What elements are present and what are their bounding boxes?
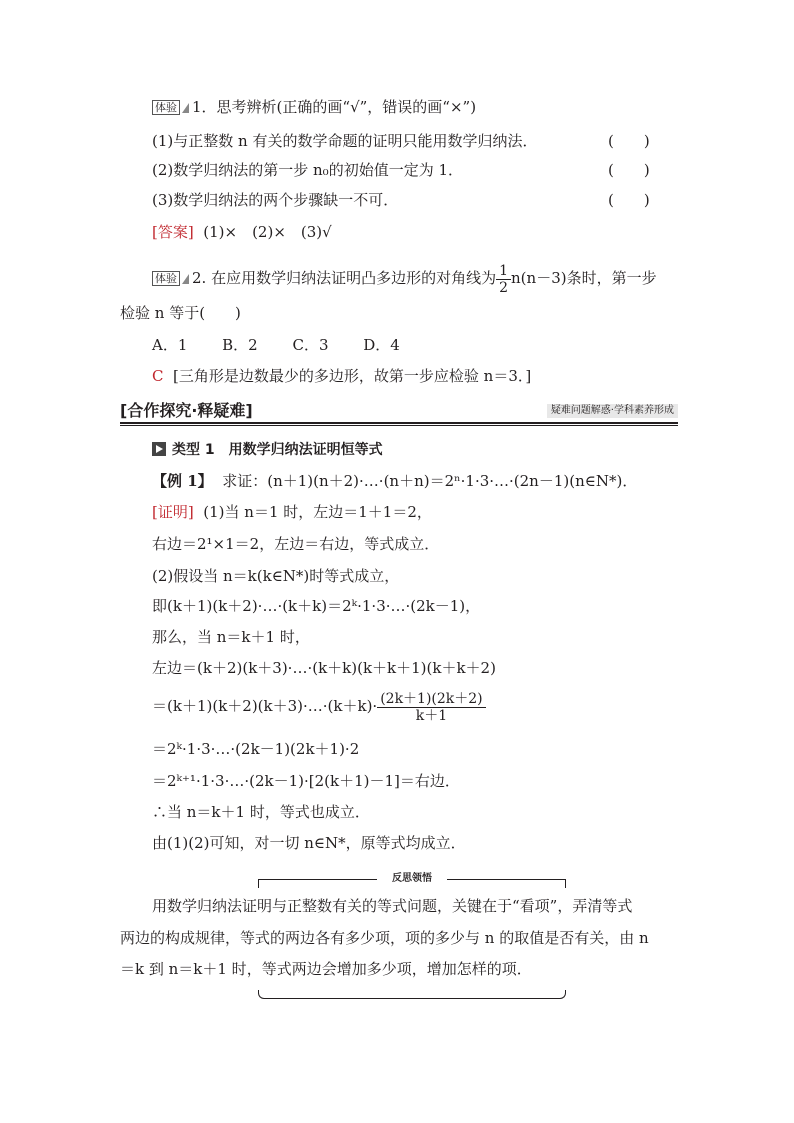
exercise2-answer-line	[152, 366, 531, 386]
section-divider-thin	[120, 425, 678, 426]
exercise-tag: 体验	[152, 100, 180, 115]
fraction-numerator: (2k＋1)(2k＋2)	[377, 691, 485, 708]
tag-wedge-icon	[182, 103, 189, 113]
exercise-tag: 体验	[152, 271, 180, 286]
proof-line-2: 右边＝2¹×1＝2，左边＝右边，等式成立．	[152, 535, 440, 553]
section-divider	[120, 422, 678, 424]
section-subtitle: 疑难问题解惑·学科素养形成	[547, 404, 678, 418]
section-header	[120, 400, 678, 422]
exercise1-item-2: (2)数学归纳法的第一步 n₀的初始值一定为 1．	[152, 161, 464, 179]
reflection-rule-right	[447, 879, 558, 880]
answer-label: [答案]	[152, 223, 194, 241]
section-title: [合作探究·释疑难]	[120, 401, 253, 420]
exercise2-question-pre: 2. 在应用数学归纳法证明凸多边形的对角线为	[192, 269, 497, 287]
fraction-numerator: 1	[496, 263, 511, 280]
exercise2-question-post: n(n－3)条时，第一步	[511, 269, 657, 287]
exercise2-answer: [三角形是边数最少的多边形，故第一步应检验 n＝3．]	[173, 367, 532, 385]
reflection-rule-bottom	[264, 998, 560, 999]
exercise2-question-line	[152, 258, 657, 298]
answer-blank-3: ( )	[608, 191, 650, 209]
reflection-corner	[258, 879, 267, 888]
play-triangle-icon	[152, 442, 166, 456]
example-label: 【例 1】	[152, 472, 213, 490]
reflection-corner	[559, 990, 566, 999]
reflection-label: 反思领悟	[392, 873, 432, 884]
reflection-line-2: 两边的构成规律，等式的两边各有多少项，项的多少与 n 的取值是否有关，由 n	[120, 929, 649, 947]
type-label: 类型 1 用数学归纳法证明恒等式	[172, 442, 383, 458]
example1-statement-line	[152, 471, 637, 491]
proof-line-9: ∴当 n＝k＋1 时，等式也成立．	[152, 803, 370, 821]
answer-letter: C	[152, 367, 164, 385]
reflection-rule-left	[266, 879, 377, 880]
answer-blank-2: ( )	[608, 161, 650, 179]
exercise1-answer-line	[152, 222, 332, 242]
proof-line-3: (2)假设当 n＝k(k∈N*)时等式成立，	[152, 567, 400, 585]
proof-line-6: 左边＝(k＋2)(k＋3)·…·(k＋k)(k＋k＋1)(k＋k＋2)	[152, 659, 496, 677]
example-statement: 求证：(n＋1)(n＋2)·…·(n＋n)＝2ⁿ·1·3·…·(2n－1)(n∈N*)．	[222, 472, 638, 490]
reflection-box-top	[258, 872, 566, 886]
exercise1-title: 1．思考辨析(正确的画“√”，错误的画“×”)	[192, 98, 477, 116]
fraction-denominator: k＋1	[415, 707, 448, 724]
exercise2-question-line2: 检验 n 等于( )	[120, 304, 241, 322]
tag-wedge-icon	[182, 274, 189, 284]
fraction-denominator: 2	[499, 279, 509, 296]
proof-label: [证明]	[152, 503, 194, 521]
reflection-box-bottom	[258, 990, 566, 1000]
proof-text: (1)当 n＝1 时，左边＝1＋1＝2，	[203, 503, 432, 521]
proof-line-8: ＝2ᵏ⁺¹·1·3·…·(2k－1)·[2(k＋1)－1]＝右边．	[152, 772, 460, 790]
proof-fraction-prefix: ＝(k＋1)(k＋2)(k＋3)·…·(k＋k)·	[152, 697, 378, 715]
answer-blank-1: ( )	[608, 132, 650, 150]
reflection-line-3: ＝k 到 n＝k＋1 时，等式两边会增加多少项，增加怎样的项．	[120, 960, 532, 978]
type-heading	[152, 440, 383, 460]
fraction	[377, 691, 485, 724]
fraction	[496, 263, 511, 296]
proof-line-10: 由(1)(2)可知，对一切 n∈N*，原等式均成立．	[152, 834, 466, 852]
reflection-line-1: 用数学归纳法证明与正整数有关的等式问题，关键在于“看项”，弄清等式	[152, 897, 633, 915]
exercise1-item-1: (1)与正整数 n 有关的数学命题的证明只能用数学归纳法．	[152, 132, 538, 150]
exercise1-item-3: (3)数学归纳法的两个步骤缺一不可．	[152, 191, 399, 209]
exercise1-answer: (1)× (2)× (3)√	[203, 223, 332, 241]
proof-line-5: 那么，当 n＝k＋1 时，	[152, 628, 310, 646]
exercise1-title-line	[152, 97, 476, 117]
reflection-corner	[557, 879, 566, 888]
proof-line-4: 即(k＋1)(k＋2)·…·(k＋k)＝2ᵏ·1·3·…·(2k－1)，	[152, 597, 481, 615]
proof-line-1	[152, 502, 432, 522]
exercise2-options: A．1 B．2 C．3 D．4	[152, 336, 400, 354]
proof-line-7: ＝2ᵏ·1·3·…·(2k－1)(2k＋1)·2	[152, 740, 360, 758]
proof-fraction-line	[152, 686, 486, 726]
